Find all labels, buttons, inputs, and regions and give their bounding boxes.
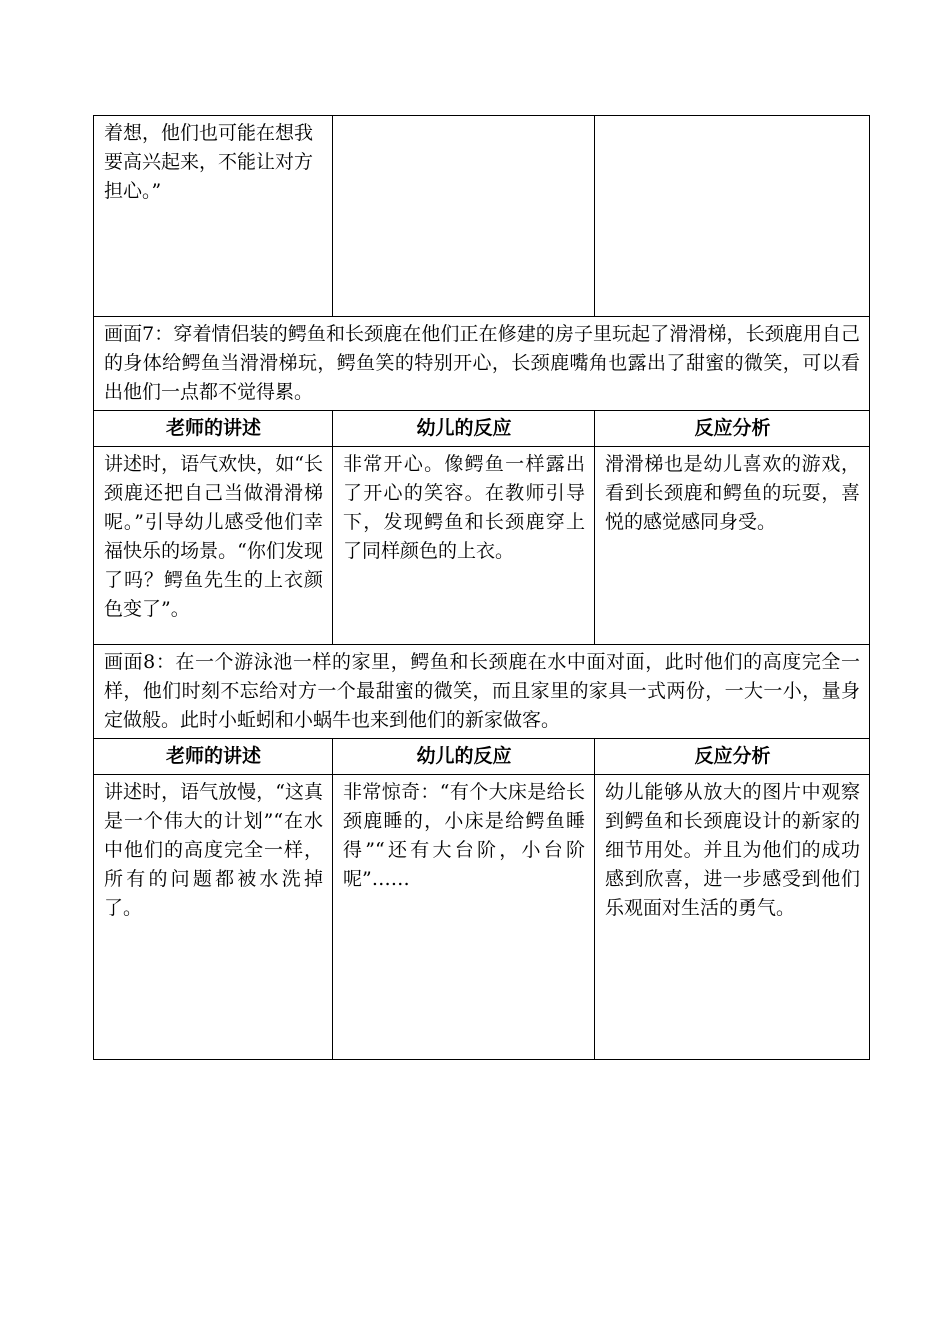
teacher-narration-cell: 讲述时，语气放慢，“这真是一个伟大的计划”“在水中他们的高度完全一样，所有的问题都被水洗掉了。 (94, 775, 333, 1060)
scene-8-description: 画面8：在一个游泳池一样的家里，鳄鱼和长颈鹿在水中面对面，此时他们的高度完全一样，他们时刻不忘给对方一个最甜蜜的微笑，而且家里的家具一式两份，一大一小，量身定做般。此时小蚯蚓和小蜗牛也来到他们的新家做客。 (94, 645, 870, 739)
teacher-narration-cell: 着想，他们也可能在想我要高兴起来，不能让对方担心。” (94, 116, 333, 317)
reaction-analysis-cell (595, 116, 870, 317)
header-teacher: 老师的讲述 (94, 411, 333, 447)
header-analysis: 反应分析 (595, 411, 870, 447)
header-child: 幼儿的反应 (333, 411, 595, 447)
reaction-analysis-cell: 幼儿能够从放大的图片中观察到鳄鱼和长颈鹿设计的新家的细节用处。并且为他们的成功感到欣喜，进一步感受到他们乐观面对生活的勇气。 (595, 775, 870, 1060)
header-teacher: 老师的讲述 (94, 739, 333, 775)
table-header-row (94, 739, 870, 775)
table-row (94, 645, 870, 739)
child-reaction-cell: 非常开心。像鳄鱼一样露出了开心的笑容。在教师引导下，发现鳄鱼和长颈鹿穿上了同样颜色的上衣。 (333, 447, 595, 645)
child-reaction-cell (333, 116, 595, 317)
table-header-row (94, 411, 870, 447)
teacher-narration-cell: 讲述时，语气欢快，如“长颈鹿还把自己当做滑滑梯呢。”引导幼儿感受他们幸福快乐的场景。“你们发现了吗？鳄鱼先生的上衣颜色变了”。 (94, 447, 333, 645)
reaction-analysis-cell: 滑滑梯也是幼儿喜欢的游戏，看到长颈鹿和鳄鱼的玩耍，喜悦的感觉感同身受。 (595, 447, 870, 645)
observation-table (93, 115, 870, 1060)
table-row (94, 775, 870, 1060)
table-row (94, 317, 870, 411)
table-row (94, 447, 870, 645)
table-row (94, 116, 870, 317)
scene-7-description: 画面7：穿着情侣装的鳄鱼和长颈鹿在他们正在修建的房子里玩起了滑滑梯，长颈鹿用自己的身体给鳄鱼当滑滑梯玩，鳄鱼笑的特别开心，长颈鹿嘴角也露出了甜蜜的微笑，可以看出他们一点都不觉得累。 (94, 317, 870, 411)
header-analysis: 反应分析 (595, 739, 870, 775)
header-child: 幼儿的反应 (333, 739, 595, 775)
child-reaction-cell: 非常惊奇：“有个大床是给长颈鹿睡的，小床是给鳄鱼睡得”“还有大台阶，小台阶呢”…… (333, 775, 595, 1060)
